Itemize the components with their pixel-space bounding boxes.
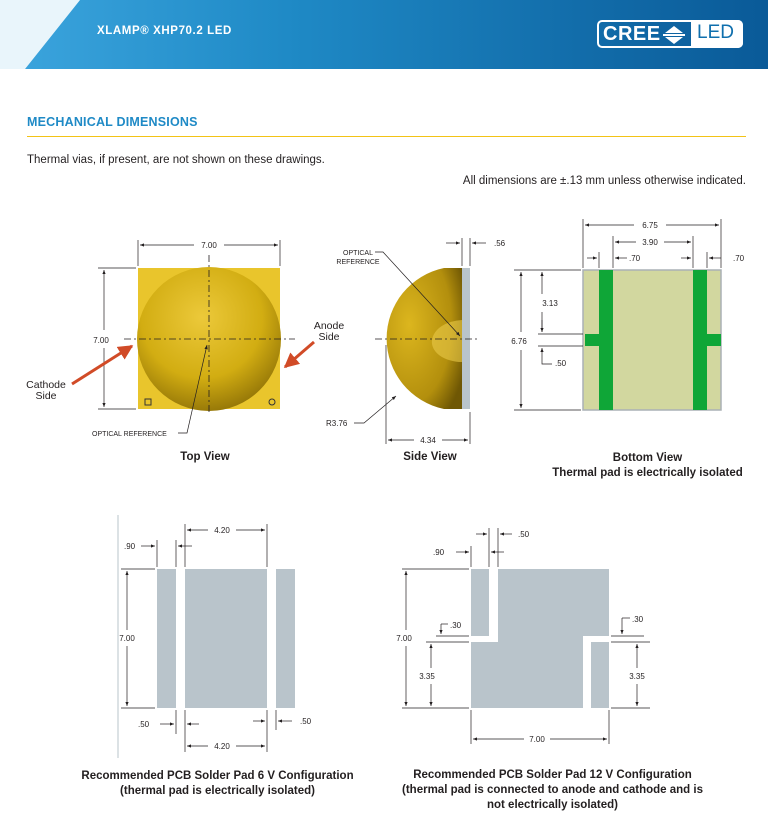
pcb6v-right-gap-dim: .50: [300, 717, 312, 726]
section-title: MECHANICAL DIMENSIONS: [27, 115, 198, 129]
vias-note: Thermal vias, if present, are not shown on these drawings.: [27, 154, 325, 166]
pcb6v-caption: [60, 769, 375, 799]
pcb6v-caption-line2: (thermal pad is electrically isolated): [120, 785, 315, 797]
pcb12v-right-slot-dim: .30: [632, 615, 644, 624]
bottom-view-drawing: [511, 219, 744, 410]
cathode-label-line1: Cathode: [26, 379, 66, 391]
cathode-label-line2: Side: [35, 390, 57, 402]
bottom-tab-dim: .50: [555, 359, 567, 368]
pcb12v-width-dim: 7.00: [529, 735, 545, 744]
bottom-left-pad-dim: .70: [629, 254, 641, 263]
pcb12v-caption-line2: (thermal pad is connected to anode and cathode and is: [402, 784, 703, 796]
top-view-height-dim: 7.00: [93, 336, 109, 345]
side-optical-ref-line1: OPTICAL: [343, 250, 373, 257]
pcb12v-caption-line3: not electrically isolated): [486, 799, 618, 811]
pcb6v-side-pad-dim: .90: [124, 542, 136, 551]
cathode-arrow: [72, 346, 132, 384]
pcb6v-right-pad: [276, 569, 295, 708]
anode-label-line1: Anode: [313, 320, 345, 332]
pcb12v-height-dim: 7.00: [396, 634, 412, 643]
side-depth-dim: 4.34: [420, 436, 436, 445]
top-optical-reference: OPTICAL REFERENCE: [92, 431, 167, 438]
anode-arrow: [285, 342, 314, 367]
pcb6v-height-dim: 7.00: [119, 634, 135, 643]
logo-text-led: LED: [697, 22, 734, 43]
side-view-caption: Side View: [403, 451, 457, 463]
pcb6v-left-gap-dim: .50: [138, 720, 150, 729]
side-thickness-dim: .56: [494, 239, 506, 248]
pcb12v-left-upper-pad: [471, 569, 489, 636]
side-radius-dim: R3.76: [326, 419, 348, 428]
pcb12v-caption-line1: Recommended PCB Solder Pad 12 V Configuration: [413, 769, 692, 781]
anode-label-line2: Side: [318, 331, 340, 343]
bottom-view-caption-line2: Thermal pad is electrically isolated: [552, 467, 743, 479]
bottom-height-dim: 6.76: [511, 337, 527, 346]
top-view-width-dim: 7.00: [201, 241, 217, 250]
pcb12v-gap-dim: .50: [518, 530, 530, 539]
pcb6v-caption-line1: Recommended PCB Solder Pad 6 V Configuration: [81, 770, 354, 782]
pcb12v-caption: [390, 768, 715, 813]
pcb6v-thermal-pad: [185, 569, 267, 708]
bottom-right-pad-dim: .70: [733, 254, 745, 263]
pcb-12v-drawing: [396, 528, 650, 744]
bottom-half-height-dim: 3.13: [542, 299, 558, 308]
pcb6v-bottom-width-dim: 4.20: [214, 742, 230, 751]
product-name: XLAMP® XHP70.2 LED: [97, 25, 232, 37]
pcb6v-left-pad: [157, 569, 176, 708]
top-view-caption: Top View: [180, 451, 230, 463]
pcb12v-thermal-pad: [471, 569, 609, 708]
pcb6v-top-width-dim: 4.20: [214, 526, 230, 535]
top-view-drawing: [26, 240, 344, 438]
bottom-view-caption-line1: Bottom View: [612, 452, 683, 464]
side-view-substrate: [462, 268, 470, 409]
pcb12v-right-half-dim: 3.35: [629, 672, 645, 681]
pcb12v-side-pad-dim: .90: [433, 548, 445, 557]
pcb12v-left-half-dim: 3.35: [419, 672, 435, 681]
bottom-view-caption: [520, 451, 768, 481]
pcb12v-right-lower-pad: [591, 642, 609, 708]
pcb12v-left-slot-dim: .30: [450, 621, 462, 630]
bottom-center-width-dim: 3.90: [642, 238, 658, 247]
side-view-drawing: [326, 238, 506, 445]
pcb-6v-drawing: [118, 515, 312, 758]
logo-text-cree: CREE: [603, 23, 661, 45]
bottom-total-width-dim: 6.75: [642, 221, 658, 230]
tolerance-note: All dimensions are ±.13 mm unless otherwise indicated.: [462, 175, 746, 187]
side-optical-ref-line2: REFERENCE: [336, 259, 380, 266]
